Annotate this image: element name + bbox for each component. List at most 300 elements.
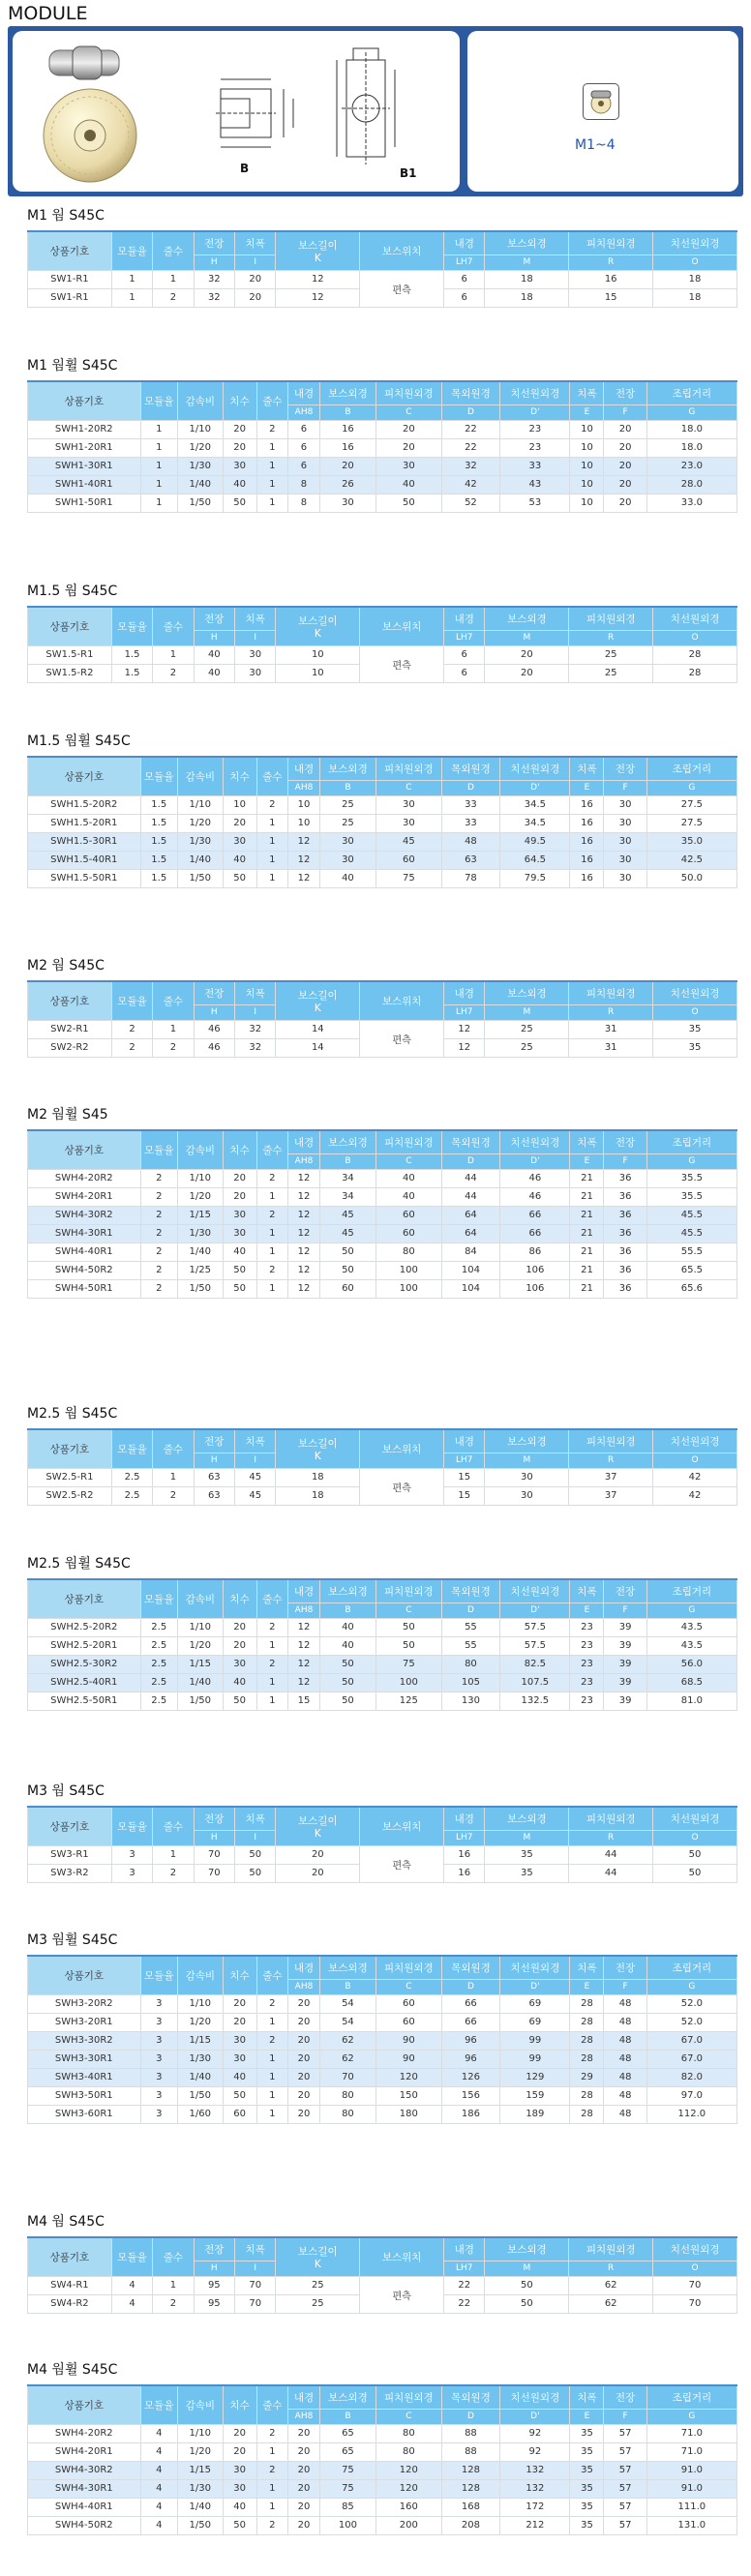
table-cell: 212 [500, 2516, 570, 2534]
header-sub-cell: D' [500, 404, 570, 420]
header-cell: 치선원외경 [653, 231, 737, 255]
table-cell: 172 [500, 2498, 570, 2516]
table-cell: 3 [140, 2013, 177, 2031]
table-cell: 2 [140, 1279, 177, 1298]
table-cell: 28 [570, 1994, 604, 2013]
table-cell: 1/40 [177, 851, 223, 869]
table-row [28, 475, 737, 494]
table-cell: 35 [653, 1020, 737, 1038]
table-cell: 30 [235, 664, 276, 682]
header-cell: 치선원외경 [500, 381, 570, 404]
header-sub-cell: E [570, 1603, 604, 1618]
table-cell: 1/30 [177, 2050, 223, 2068]
header-cell: 보스길이 K [276, 981, 360, 1020]
table-cell: 26 [319, 475, 376, 494]
header-cell: 전장 [604, 757, 646, 780]
table-cell: 14 [276, 1038, 360, 1057]
table-cell: 66 [441, 1994, 500, 2013]
header-cell: 전장 [194, 981, 234, 1004]
header-cell: 감속비 [177, 757, 223, 795]
table-cell: 92 [500, 2424, 570, 2442]
table-cell: 12 [288, 1636, 320, 1655]
table-row [28, 2498, 737, 2516]
table-cell: 1/20 [177, 2013, 223, 2031]
table-cell: 21 [570, 1279, 604, 1298]
table-cell: 1/30 [177, 457, 223, 475]
table-cell: 18 [485, 288, 569, 307]
table-cell: 50 [319, 1692, 376, 1710]
header-cell: 내경 [444, 1807, 485, 1830]
table-cell: 12 [288, 832, 320, 851]
table-cell: SWH1.5-20R1 [28, 814, 141, 832]
table-cell: SWH1.5-20R2 [28, 795, 141, 814]
table-cell: 1 [256, 2013, 288, 2031]
header-sub-cell: H [194, 1004, 234, 1020]
header-sub-cell: G [646, 404, 736, 420]
table-row [28, 869, 737, 887]
table-cell: 31 [569, 1020, 653, 1038]
table-cell: 50 [235, 1845, 276, 1864]
table-cell: 2 [153, 1038, 194, 1057]
table-cell: 1 [140, 475, 177, 494]
header-cell: 줄수 [256, 757, 288, 795]
table-row [28, 2013, 737, 2031]
table-cell: 50.0 [646, 869, 736, 887]
table-cell: 1/30 [177, 1224, 223, 1243]
table-row [28, 795, 737, 814]
table-cell: 50 [223, 494, 256, 512]
table-cell: 2 [256, 2516, 288, 2534]
table-cell: 40 [376, 1169, 442, 1187]
table-cell: 3 [140, 1994, 177, 2013]
header-cell: 상품기호 [28, 231, 112, 270]
table-cell: 2 [256, 1655, 288, 1673]
table-cell: 1.5 [140, 869, 177, 887]
table-cell: SW4-R1 [28, 2276, 112, 2294]
table-cell: 20 [288, 2031, 320, 2050]
table-cell: 1/50 [177, 2516, 223, 2534]
header-sub-cell: AH8 [288, 1979, 320, 1994]
table-cell: 75 [376, 1655, 442, 1673]
header-row [28, 231, 737, 255]
wheel-spec-table [27, 1955, 737, 2124]
table-cell: 20 [604, 494, 646, 512]
table-cell: 4 [111, 2276, 152, 2294]
table-cell: 35.5 [646, 1169, 736, 1187]
table-cell: 40 [194, 664, 234, 682]
header-cell: 전장 [604, 381, 646, 404]
table-cell: 67.0 [646, 2031, 736, 2050]
header-cell: 보스외경 [485, 607, 569, 630]
table-cell: 2 [256, 420, 288, 438]
header-cell: 목외원경 [441, 1130, 500, 1153]
table-cell: 40 [319, 1618, 376, 1636]
table-cell: 96 [441, 2050, 500, 2068]
table-cell: 30 [604, 851, 646, 869]
table-cell: 42 [653, 1486, 737, 1505]
header-cell: 상품기호 [28, 1956, 141, 1994]
table-cell: 14 [276, 1020, 360, 1038]
table-cell: SWH2.5-20R2 [28, 1618, 141, 1636]
header-cell: 치선원외경 [500, 1130, 570, 1153]
table-cell: 33 [441, 795, 500, 814]
table-cell: 30 [376, 457, 442, 475]
table-cell: 2 [140, 1261, 177, 1279]
table-cell: 10 [276, 645, 360, 664]
table-cell: 35.0 [646, 832, 736, 851]
table-cell: 131.0 [646, 2516, 736, 2534]
section-title: M3 웜휠 S45C [27, 1932, 118, 1948]
table-cell: 12 [288, 1655, 320, 1673]
table-cell: SWH3-20R1 [28, 2013, 141, 2031]
header-cell: 피치원외경 [569, 607, 653, 630]
wheel-spec-table [27, 2384, 737, 2535]
header-sub-cell: LH7 [444, 255, 485, 270]
table-cell: SWH4-40R1 [28, 1243, 141, 1261]
header-cell: 피치원외경 [569, 981, 653, 1004]
table-cell: 27.5 [646, 814, 736, 832]
header-sub-cell: O [653, 1453, 737, 1468]
table-cell: 12 [288, 1673, 320, 1692]
table-cell: 104 [441, 1279, 500, 1298]
header-cell: 치선원외경 [653, 1807, 737, 1830]
table-cell: 63 [441, 851, 500, 869]
header-cell: 치폭 [235, 2237, 276, 2261]
header-cell: 상품기호 [28, 381, 141, 420]
table-cell: 132 [500, 2479, 570, 2498]
table-row [28, 1845, 737, 1864]
table-cell: 1/10 [177, 2424, 223, 2442]
table-cell: SWH4-30R2 [28, 1206, 141, 1224]
table-cell: 42 [441, 475, 500, 494]
table-row [28, 2479, 737, 2498]
table-cell: 1 [256, 1636, 288, 1655]
table-cell: 36 [604, 1224, 646, 1243]
table-cell: 21 [570, 1206, 604, 1224]
table-cell: 12 [288, 1618, 320, 1636]
table-cell: 1.5 [140, 795, 177, 814]
header-cell: 보스외경 [319, 1130, 376, 1153]
header-cell: 모듈율 [111, 981, 152, 1020]
table-cell: 57 [604, 2479, 646, 2498]
header-cell: 목외원경 [441, 2385, 500, 2409]
table-cell: 20 [223, 1187, 256, 1206]
table-cell: 1 [153, 645, 194, 664]
table-cell: 22 [441, 438, 500, 457]
table-cell: 25 [485, 1020, 569, 1038]
header-sub-cell: C [376, 2409, 442, 2424]
header-cell: 줄수 [153, 1807, 194, 1845]
table-cell: 66 [441, 2013, 500, 2031]
table-row [28, 420, 737, 438]
header-sub-cell: E [570, 404, 604, 420]
header-cell: 보스외경 [485, 1807, 569, 1830]
table-cell: SWH3-40R1 [28, 2068, 141, 2086]
table-cell: 3 [111, 1845, 152, 1864]
table-cell: 28 [570, 2031, 604, 2050]
table-cell: 35 [653, 1038, 737, 1057]
header-sub-cell: I [235, 255, 276, 270]
table-cell: 100 [376, 1261, 442, 1279]
header-sub-cell: E [570, 1979, 604, 1994]
table-cell: 120 [376, 2068, 442, 2086]
table-cell: 99 [500, 2031, 570, 2050]
table-row [28, 2105, 737, 2123]
header-sub-cell: G [646, 1979, 736, 1994]
table-cell: 2 [256, 1994, 288, 2013]
table-cell: 10 [570, 420, 604, 438]
table-cell: 30 [604, 869, 646, 887]
table-cell: 20 [223, 1618, 256, 1636]
header-sub-cell: C [376, 1603, 442, 1618]
dimension-b1-label: B1 [400, 166, 417, 180]
table-row [28, 1187, 737, 1206]
table-cell: 30 [223, 2479, 256, 2498]
header-row [28, 2237, 737, 2261]
table-cell: 57 [604, 2442, 646, 2461]
header-cell: 치선원외경 [500, 1956, 570, 1979]
table-cell: 20 [223, 814, 256, 832]
table-cell: 1 [256, 438, 288, 457]
header-sub-cell: R [569, 255, 653, 270]
table-cell: 1 [256, 832, 288, 851]
header-cell: 보스외경 [319, 381, 376, 404]
table-cell: 1/15 [177, 2461, 223, 2479]
header-sub-cell: D [441, 2409, 500, 2424]
table-cell: 40 [194, 645, 234, 664]
header-sub-cell: LH7 [444, 1830, 485, 1845]
table-cell: 12 [444, 1038, 485, 1057]
hero-banner [8, 26, 743, 196]
table-row [28, 2068, 737, 2086]
table-cell: 30 [376, 814, 442, 832]
table-cell: 1/40 [177, 1243, 223, 1261]
header-cell: 모듈율 [140, 1130, 177, 1169]
table-cell: 25 [276, 2294, 360, 2313]
table-cell: SWH3-30R2 [28, 2031, 141, 2050]
table-cell: 42.5 [646, 851, 736, 869]
table-cell: 2 [153, 664, 194, 682]
table-cell: 1/15 [177, 1206, 223, 1224]
table-cell: 160 [376, 2498, 442, 2516]
table-cell: 82.5 [500, 1655, 570, 1673]
header-cell: 보스길이 K [276, 231, 360, 270]
table-cell: 100 [376, 1279, 442, 1298]
header-cell: 치수 [223, 1956, 256, 1994]
table-cell: 15 [444, 1486, 485, 1505]
table-cell: 20 [485, 664, 569, 682]
table-cell: 35 [485, 1864, 569, 1882]
header-cell: 전장 [194, 231, 234, 255]
table-cell: 20 [376, 420, 442, 438]
table-cell: 1/10 [177, 1169, 223, 1187]
table-cell: 50 [223, 1692, 256, 1710]
table-cell: 60 [376, 1994, 442, 2013]
header-sub-cell: R [569, 1830, 653, 1845]
table-cell: 21 [570, 1261, 604, 1279]
worm-spec-table [27, 980, 737, 1058]
header-cell: 감속비 [177, 381, 223, 420]
table-cell: 32 [441, 457, 500, 475]
header-cell: 상품기호 [28, 757, 141, 795]
table-cell: 1 [256, 2498, 288, 2516]
table-cell: 30 [223, 2461, 256, 2479]
header-sub-cell: O [653, 1004, 737, 1020]
table-cell: 48 [604, 2031, 646, 2050]
header-cell: 감속비 [177, 2385, 223, 2424]
table-cell: 2 [256, 2031, 288, 2050]
module-thumbnail-button[interactable] [583, 83, 619, 120]
table-cell: 2.5 [140, 1673, 177, 1692]
header-sub-cell: E [570, 780, 604, 795]
table-cell: 6 [288, 457, 320, 475]
table-cell: 50 [235, 1864, 276, 1882]
header-cell: 보스외경 [319, 2385, 376, 2409]
table-cell: 104 [441, 1261, 500, 1279]
wheel-spec-table [27, 1578, 737, 1711]
header-sub-cell: O [653, 1830, 737, 1845]
table-cell: 30 [235, 645, 276, 664]
table-cell: SWH3-20R2 [28, 1994, 141, 2013]
table-cell: 20 [288, 1994, 320, 2013]
table-cell: 2.5 [140, 1692, 177, 1710]
table-cell: 60 [376, 2013, 442, 2031]
table-cell: 80 [376, 2442, 442, 2461]
table-cell: 34 [319, 1187, 376, 1206]
table-cell: 20 [288, 2424, 320, 2442]
table-cell: 84 [441, 1243, 500, 1261]
table-cell: 80 [319, 2086, 376, 2105]
section-title: M1.5 웜 S45C [27, 584, 118, 599]
table-cell: 50 [223, 1261, 256, 1279]
table-cell: 1/50 [177, 869, 223, 887]
header-cell: 보스길이 K [276, 2237, 360, 2276]
table-cell: 30 [223, 2031, 256, 2050]
header-sub-cell: D' [500, 1153, 570, 1169]
table-cell: 20 [288, 2068, 320, 2086]
header-row [28, 607, 737, 630]
table-cell: SW2-R2 [28, 1038, 112, 1057]
table-cell: SW3-R2 [28, 1864, 112, 1882]
table-cell: 10 [570, 494, 604, 512]
table-cell: 50 [319, 1655, 376, 1673]
table-cell: 106 [500, 1279, 570, 1298]
table-cell: 36 [604, 1279, 646, 1298]
table-cell: 62 [319, 2050, 376, 2068]
table-cell: 71.0 [646, 2424, 736, 2442]
table-cell: 20 [288, 2105, 320, 2123]
table-cell: 50 [319, 1243, 376, 1261]
header-sub-cell: O [653, 255, 737, 270]
table-row [28, 1618, 737, 1636]
table-cell: 10 [276, 664, 360, 682]
table-cell: 40 [376, 1187, 442, 1206]
table-cell: 6 [288, 420, 320, 438]
table-cell: 6 [444, 664, 485, 682]
table-cell: 4 [140, 2442, 177, 2461]
header-sub-cell: F [604, 1153, 646, 1169]
table-cell: 2.5 [140, 1636, 177, 1655]
table-cell: 159 [500, 2086, 570, 2105]
table-cell: 48 [441, 832, 500, 851]
header-cell: 피치원외경 [376, 1579, 442, 1603]
table-cell: 1 [256, 2479, 288, 2498]
header-cell: 내경 [444, 2237, 485, 2261]
table-cell: 33 [441, 814, 500, 832]
table-cell: SWH3-30R1 [28, 2050, 141, 2068]
table-cell: 1/20 [177, 814, 223, 832]
header-cell: 내경 [444, 1429, 485, 1453]
table-cell: 4 [140, 2461, 177, 2479]
header-cell: 상품기호 [28, 607, 112, 645]
table-cell: 1 [256, 475, 288, 494]
table-cell: 46 [500, 1187, 570, 1206]
header-cell: 조립거리 [646, 2385, 736, 2409]
table-row [28, 1636, 737, 1655]
table-cell: 2 [111, 1038, 152, 1057]
table-cell: 34 [319, 1169, 376, 1187]
table-cell: 1 [256, 1692, 288, 1710]
boss-position-cell: 편측 [360, 270, 444, 307]
table-cell: 20 [288, 2050, 320, 2068]
table-cell: 23 [570, 1673, 604, 1692]
header-cell: 줄수 [256, 1579, 288, 1618]
header-sub-cell: E [570, 1153, 604, 1169]
header-cell: 보스위치 [360, 2237, 444, 2276]
table-row [28, 1994, 737, 2013]
table-row [28, 1206, 737, 1224]
table-cell: 91.0 [646, 2461, 736, 2479]
table-cell: 82.0 [646, 2068, 736, 2086]
header-cell: 조립거리 [646, 1579, 736, 1603]
header-sub-cell: I [235, 2261, 276, 2276]
table-cell: 1 [153, 1845, 194, 1864]
table-cell: 106 [500, 1261, 570, 1279]
table-cell: SWH4-50R1 [28, 1279, 141, 1298]
header-cell: 목외원경 [441, 381, 500, 404]
table-cell: 30 [376, 795, 442, 814]
table-cell: 22 [444, 2276, 485, 2294]
header-sub-cell: G [646, 1153, 736, 1169]
table-cell: 2 [111, 1020, 152, 1038]
table-cell: SWH4-50R2 [28, 1261, 141, 1279]
table-cell: 2 [256, 795, 288, 814]
table-cell: 53 [500, 494, 570, 512]
table-cell: 23 [570, 1692, 604, 1710]
header-sub-cell: D [441, 1153, 500, 1169]
table-cell: 180 [376, 2105, 442, 2123]
table-cell: 21 [570, 1169, 604, 1187]
table-cell: 50 [376, 494, 442, 512]
table-cell: 8 [288, 475, 320, 494]
table-cell: 57.5 [500, 1636, 570, 1655]
table-cell: 6 [288, 438, 320, 457]
table-cell: SWH4-20R1 [28, 2442, 141, 2461]
table-cell: 57 [604, 2516, 646, 2534]
table-cell: 32 [194, 288, 234, 307]
table-cell: 56.0 [646, 1655, 736, 1673]
table-cell: 1/50 [177, 2086, 223, 2105]
table-cell: 30 [319, 851, 376, 869]
table-cell: 30 [223, 1206, 256, 1224]
table-cell: 39 [604, 1692, 646, 1710]
boss-position-cell: 편측 [360, 2276, 444, 2313]
header-cell: 상품기호 [28, 981, 112, 1020]
table-cell: 1/60 [177, 2105, 223, 2123]
header-cell: 치선원외경 [653, 1429, 737, 1453]
table-cell: 42 [653, 1468, 737, 1486]
table-cell: SWH4-50R2 [28, 2516, 141, 2534]
